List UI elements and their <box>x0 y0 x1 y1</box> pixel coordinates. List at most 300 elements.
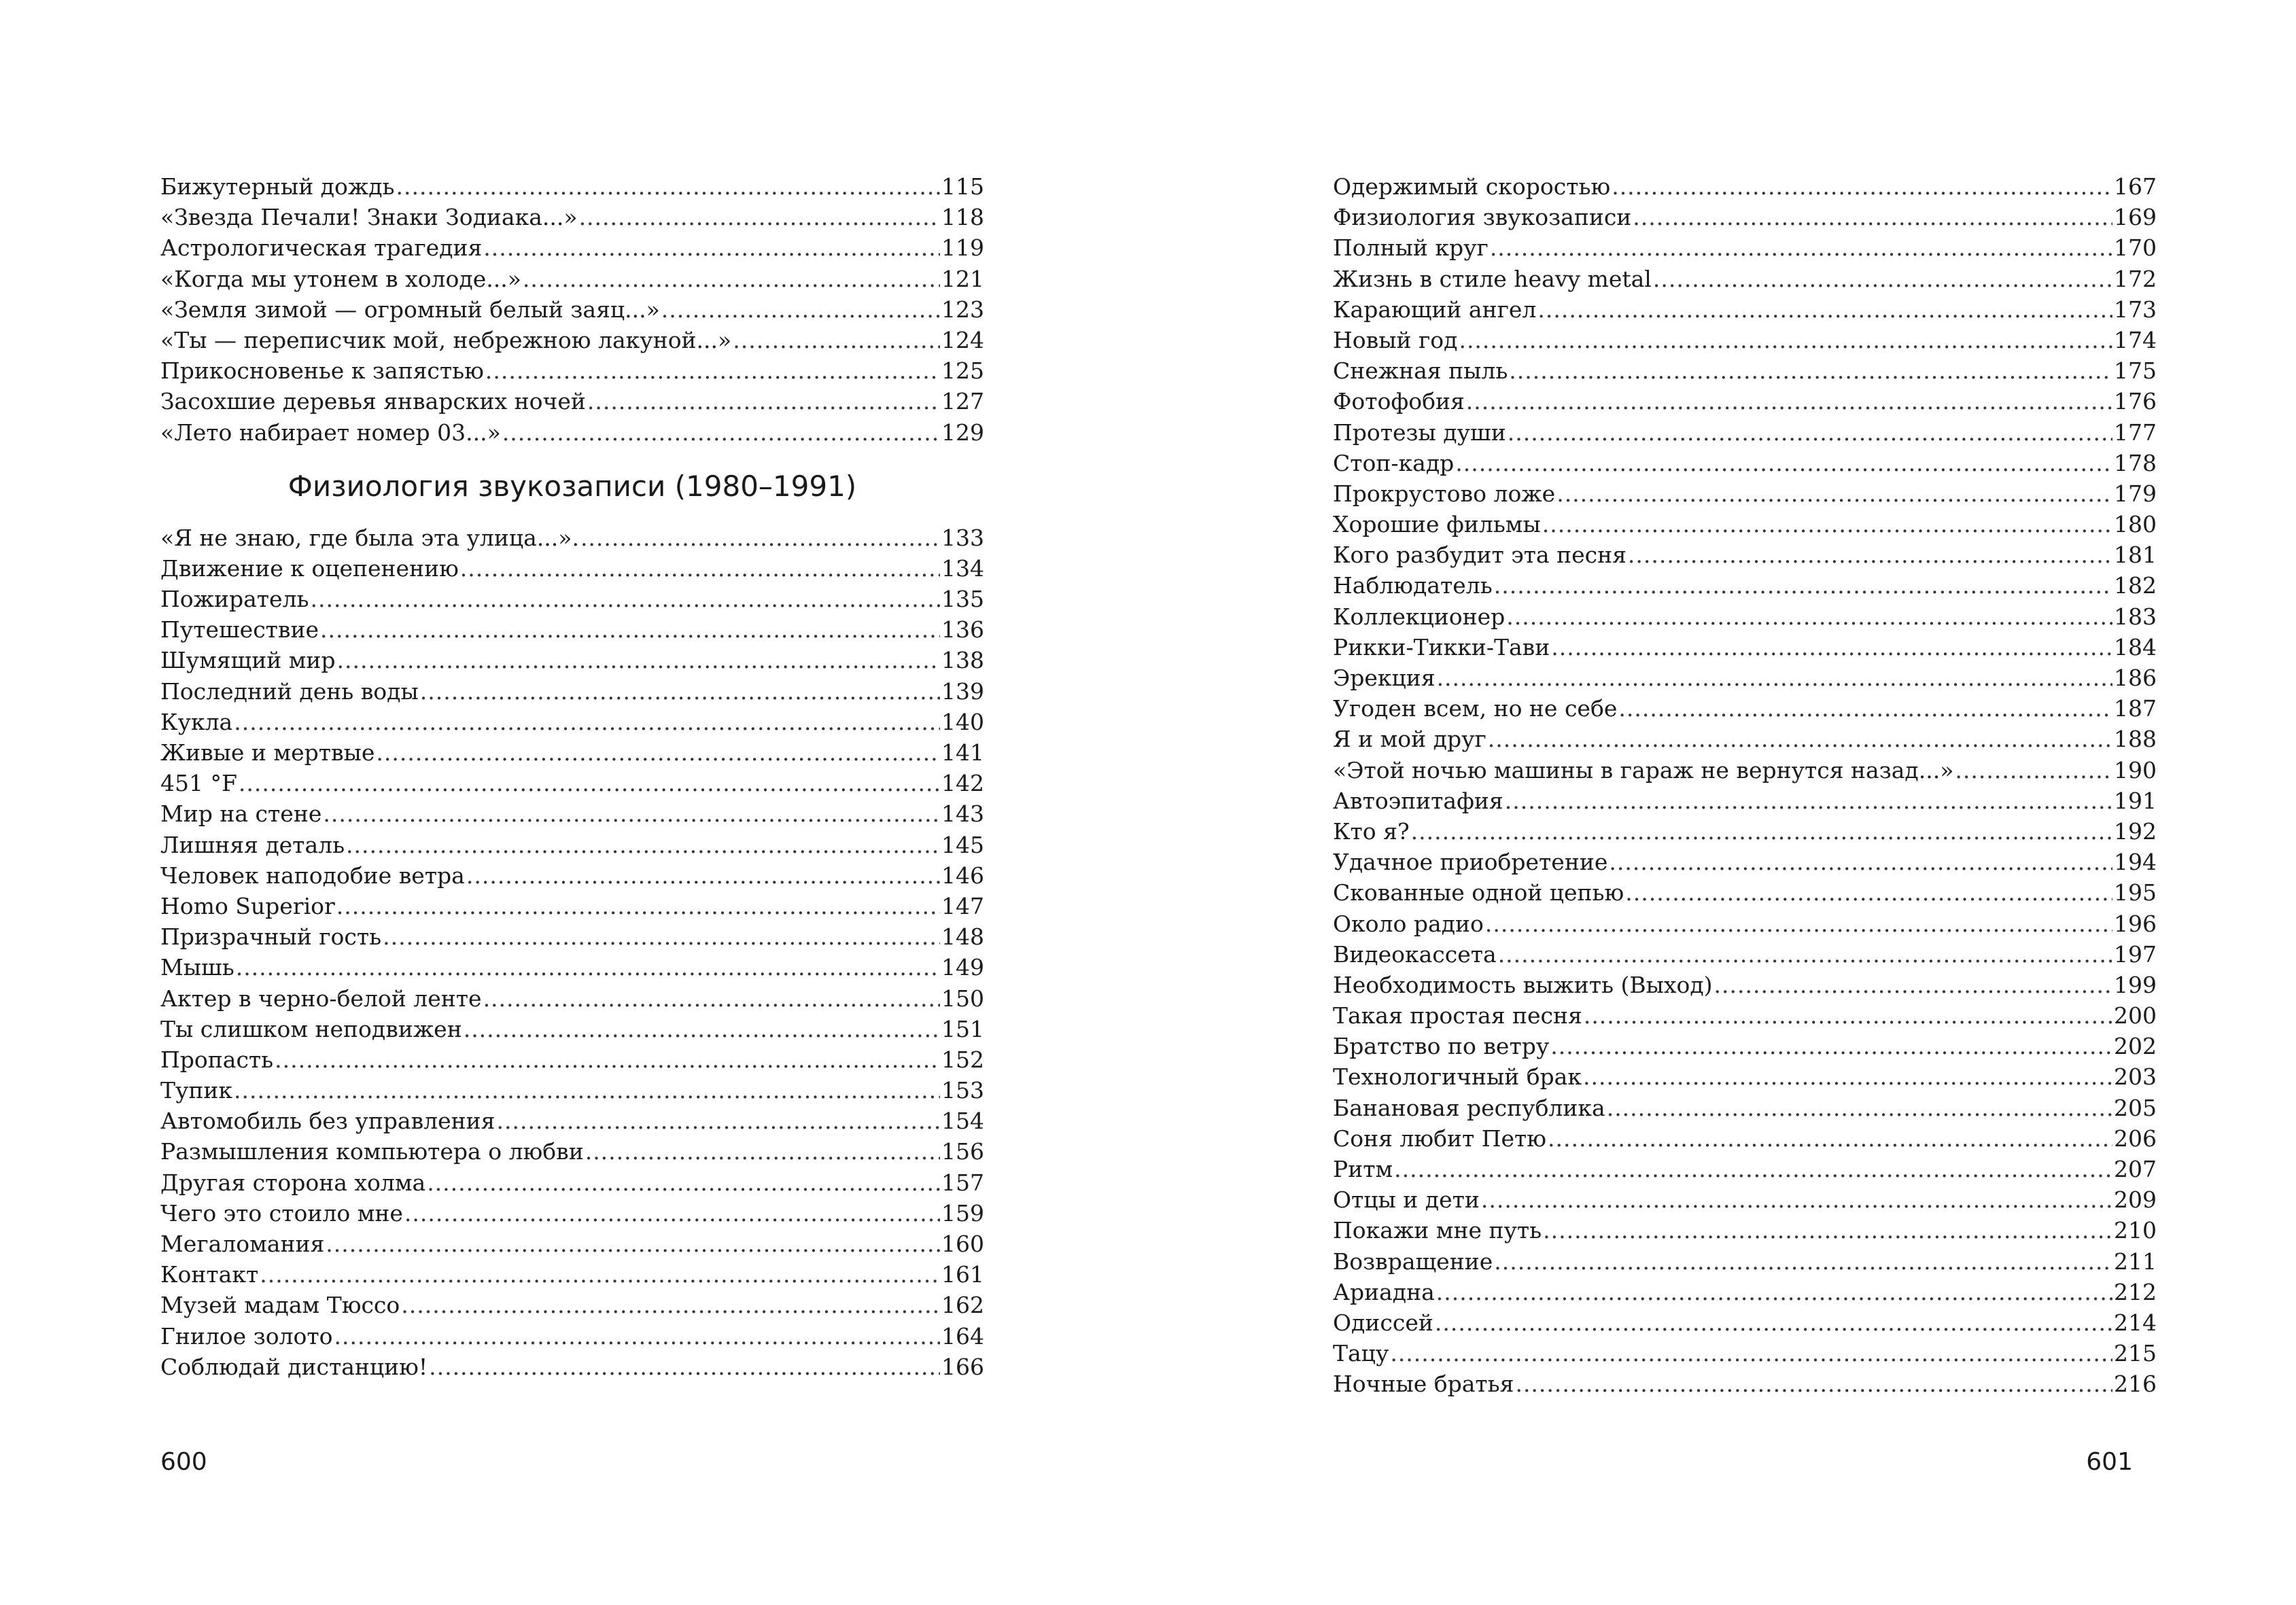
toc-entry-title: Размышления компьютера о любви <box>160 1138 584 1165</box>
toc-entry-page: 207 <box>2114 1156 2157 1182</box>
toc-entry <box>160 584 984 614</box>
toc-entry-page: 192 <box>2114 817 2157 845</box>
toc-entry-page: 212 <box>2114 1278 2157 1305</box>
toc-leader-dots <box>523 264 940 294</box>
toc-entry-title: Пропасть <box>160 1046 274 1073</box>
toc-entry-title: Тацу <box>1333 1340 1389 1367</box>
toc-entry-title: Угоден всем, но не себе <box>1333 695 1618 722</box>
toc-leader-dots <box>483 983 940 1014</box>
toc-list-top <box>160 171 984 448</box>
toc-entry <box>160 676 984 707</box>
toc-leader-dots <box>1436 1277 2112 1307</box>
toc-leader-dots <box>485 355 940 386</box>
toc-entry-title: Скованные одной цепью <box>1333 879 1624 906</box>
toc-entry-title: Бижутерный дождь <box>160 173 395 200</box>
toc-entry <box>160 202 984 232</box>
toc-entry-page: 211 <box>2114 1248 2157 1275</box>
toc-entry-title: Пожиратель <box>160 586 309 613</box>
toc-entry-page: 214 <box>2114 1309 2157 1336</box>
toc-entry <box>160 1259 984 1290</box>
toc-entry <box>160 830 984 860</box>
toc-entry <box>160 1044 984 1075</box>
toc-entry <box>160 1167 984 1198</box>
toc-entry-title: Кого разбудит эта песня <box>1333 542 1627 569</box>
toc-entry-page: 136 <box>941 616 984 643</box>
toc-entry-title: Другая сторона холма <box>160 1169 426 1196</box>
section-heading: Физиология звукозаписи (1980–1991) <box>288 469 857 503</box>
toc-entry <box>1333 171 2157 202</box>
toc-leader-dots <box>337 645 940 675</box>
toc-entry-page: 200 <box>2114 1002 2157 1029</box>
toc-leader-dots <box>275 1044 940 1075</box>
toc-leader-dots <box>497 1106 941 1136</box>
toc-entry-title: Одиссей <box>1333 1309 1433 1336</box>
toc-leader-dots <box>661 294 940 325</box>
toc-entry-title: Такая простая песня <box>1333 1002 1582 1029</box>
toc-leader-dots <box>1955 755 2112 786</box>
toc-leader-dots <box>733 325 940 355</box>
toc-leader-dots <box>1394 1154 2112 1184</box>
toc-list-bottom <box>160 523 984 1382</box>
toc-entry <box>1333 847 2157 877</box>
toc-entry-title: Видеокассета <box>1333 940 1497 968</box>
toc-entry-page: 153 <box>941 1077 984 1104</box>
toc-entry <box>160 417 984 448</box>
toc-entry-page: 121 <box>941 265 984 292</box>
toc-entry <box>1333 786 2157 816</box>
toc-entry <box>160 614 984 645</box>
toc-entry-page: 209 <box>2114 1186 2157 1214</box>
toc-entry-page: 175 <box>2114 357 2157 385</box>
toc-leader-dots <box>1612 171 2112 202</box>
toc-leader-dots <box>1481 1184 2112 1215</box>
toc-leader-dots <box>234 1075 940 1106</box>
toc-entry-page: 187 <box>2114 695 2157 722</box>
toc-entry-title: Засохшие деревья январских ночей <box>160 388 586 415</box>
toc-leader-dots <box>239 768 940 798</box>
toc-entry <box>160 171 984 202</box>
toc-leader-dots <box>1459 325 2112 355</box>
toc-entry <box>1333 1369 2157 1399</box>
toc-entry-page: 118 <box>941 204 984 231</box>
toc-entry-title: Необходимость выжить (Выход) <box>1333 971 1713 998</box>
toc-entry-title: Тупик <box>160 1077 233 1104</box>
toc-entry-title: Мир на стене <box>160 800 322 828</box>
toc-entry <box>160 1229 984 1259</box>
toc-leader-dots <box>427 1167 940 1198</box>
toc-entry <box>1333 693 2157 724</box>
toc-entry-title: Фотофобия <box>1333 388 1465 415</box>
toc-entry-page: 140 <box>941 708 984 735</box>
toc-entry-page: 183 <box>2114 603 2157 630</box>
toc-entry <box>1333 478 2157 509</box>
toc-entry-page: 145 <box>941 831 984 858</box>
toc-entry-page: 199 <box>2114 971 2157 998</box>
toc-entry-page: 186 <box>2114 665 2157 691</box>
toc-entry-page: 115 <box>941 173 984 200</box>
toc-entry-title: Астрологическая трагедия <box>160 234 483 262</box>
toc-leader-dots <box>401 1290 940 1320</box>
toc-entry-page: 181 <box>2114 542 2157 569</box>
toc-leader-dots <box>483 232 940 263</box>
toc-leader-dots <box>1508 417 2112 448</box>
toc-entry-title: Возвращение <box>1333 1248 1493 1275</box>
page-number-right: 601 <box>2086 1448 2133 1476</box>
toc-leader-dots <box>587 386 940 417</box>
toc-entry-title: Призрачный гость <box>160 923 382 951</box>
toc-leader-dots <box>311 584 940 614</box>
toc-entry-title: Покажи мне путь <box>1333 1217 1542 1244</box>
toc-entry-title: Актер в черно-белой ленте <box>160 985 482 1012</box>
toc-entry <box>160 860 984 891</box>
toc-entry <box>1333 202 2157 232</box>
toc-entry-title: Одержимый скоростью <box>1333 173 1611 200</box>
toc-entry-title: Банановая республика <box>1333 1094 1605 1121</box>
toc-leader-dots <box>1714 970 2112 1000</box>
toc-entry-title: Карающий ангел <box>1333 296 1537 323</box>
toc-entry <box>160 921 984 952</box>
toc-leader-dots <box>234 707 940 737</box>
toc-entry-title: Музей мадам Тюссо <box>160 1292 400 1319</box>
toc-leader-dots <box>323 798 940 829</box>
toc-entry-page: 210 <box>2114 1217 2157 1244</box>
toc-entry-page: 167 <box>2114 173 2157 200</box>
toc-leader-dots <box>1494 1246 2112 1277</box>
toc-leader-dots <box>1537 294 2112 325</box>
toc-entry-title: «Я не знаю, где была эта улица...». <box>160 524 579 551</box>
toc-entry <box>160 983 984 1014</box>
toc-entry-title: Человек наподобие ветра <box>160 862 465 889</box>
toc-entry <box>1333 1338 2157 1369</box>
toc-entry <box>160 1321 984 1352</box>
toc-entry <box>1333 877 2157 908</box>
toc-leader-dots <box>579 202 940 232</box>
toc-entry-title: Чего это стоило мне <box>160 1199 403 1227</box>
page-number-left: 600 <box>160 1448 207 1476</box>
toc-entry <box>1333 232 2157 263</box>
toc-entry <box>1333 1031 2157 1061</box>
toc-leader-dots <box>1494 570 2112 601</box>
toc-entry <box>160 264 984 294</box>
toc-entry-title: Последний день воды <box>160 677 419 705</box>
toc-entry-page: 202 <box>2114 1033 2157 1060</box>
toc-leader-dots <box>334 1321 940 1352</box>
toc-entry <box>160 737 984 768</box>
toc-entry-title: Ночные братья <box>1333 1371 1514 1398</box>
toc-leader-dots <box>336 891 940 921</box>
toc-entry-page: 205 <box>2114 1094 2157 1121</box>
toc-leader-dots <box>1411 816 2112 847</box>
toc-entry-title: Полный круг <box>1333 234 1489 262</box>
toc-entry <box>160 645 984 675</box>
toc-leader-dots <box>1506 601 2112 632</box>
toc-entry-page: 188 <box>2114 726 2157 753</box>
toc-entry-page: 138 <box>941 647 984 674</box>
toc-entry-page: 179 <box>2114 480 2157 507</box>
toc-entry-title: «Ты — переписчик мой, небрежною лакуной...» <box>160 326 732 353</box>
toc-entry <box>160 523 984 553</box>
toc-entry <box>1333 386 2157 417</box>
toc-entry-page: 125 <box>941 357 984 385</box>
toc-entry-title: Кукла <box>160 708 233 735</box>
toc-entry <box>1333 264 2157 294</box>
toc-entry-page: 159 <box>941 1199 984 1227</box>
toc-leader-dots <box>1548 1123 2112 1154</box>
toc-entry-title: Стоп-кадр <box>1333 449 1455 476</box>
toc-entry <box>160 952 984 983</box>
toc-leader-dots <box>1625 877 2112 908</box>
toc-leader-dots <box>1618 693 2112 724</box>
toc-entry-page: 177 <box>2114 419 2157 446</box>
toc-entry-page: 147 <box>941 892 984 919</box>
toc-entry <box>160 1075 984 1106</box>
toc-entry <box>160 553 984 584</box>
toc-entry <box>1333 1277 2157 1307</box>
toc-entry <box>1333 816 2157 847</box>
toc-leader-dots <box>1628 540 2112 570</box>
toc-leader-dots <box>1435 1307 2112 1338</box>
toc-entry-page: 139 <box>941 677 984 705</box>
toc-entry <box>160 1106 984 1136</box>
toc-entry <box>1333 540 2157 570</box>
toc-entry-page: 169 <box>2114 204 2157 231</box>
toc-leader-dots <box>260 1259 940 1290</box>
toc-entry <box>160 386 984 417</box>
toc-entry-title: Снежная пыль <box>1333 357 1508 385</box>
toc-leader-dots <box>1485 909 2112 939</box>
toc-entry-page: 133 <box>941 524 984 551</box>
toc-entry-title: Гнилое золото <box>160 1322 333 1350</box>
toc-entry-title: Технологичный брак <box>1333 1063 1582 1091</box>
toc-entry-title: Homo Superior <box>160 892 335 919</box>
toc-entry-title: Эрекция <box>1333 665 1436 691</box>
toc-entry <box>1333 417 2157 448</box>
toc-entry-title: Физиология звукозаписи <box>1333 204 1632 231</box>
toc-entry-page: 166 <box>941 1353 984 1380</box>
toc-entry-page: 152 <box>941 1046 984 1073</box>
toc-entry-title: Около радио <box>1333 910 1484 937</box>
toc-list-right <box>1333 171 2157 1400</box>
toc-entry-page: 162 <box>941 1292 984 1319</box>
toc-entry-page: 149 <box>941 954 984 981</box>
toc-entry <box>160 768 984 798</box>
toc-entry-page: 150 <box>941 985 984 1012</box>
toc-entry-page: 195 <box>2114 879 2157 906</box>
toc-entry-page: 143 <box>941 800 984 828</box>
toc-leader-dots <box>1505 786 2112 816</box>
toc-entry-page: 203 <box>2114 1063 2157 1091</box>
toc-leader-dots <box>1607 1093 2112 1123</box>
toc-entry-title: Кто я? <box>1333 817 1410 845</box>
toc-entry <box>1333 1000 2157 1031</box>
toc-entry <box>160 1136 984 1167</box>
toc-entry-title: Ариадна <box>1333 1278 1435 1305</box>
toc-entry-page: 142 <box>941 770 984 797</box>
toc-entry <box>1333 909 2157 939</box>
toc-entry <box>160 355 984 386</box>
toc-leader-dots <box>1490 232 2112 263</box>
toc-entry-page: 161 <box>941 1261 984 1288</box>
toc-entry-page: 151 <box>941 1015 984 1042</box>
toc-entry-page: 216 <box>2114 1371 2157 1398</box>
toc-entry <box>160 707 984 737</box>
toc-entry <box>160 1290 984 1320</box>
toc-entry-page: 178 <box>2114 449 2157 476</box>
toc-entry <box>160 891 984 921</box>
toc-entry <box>1333 724 2157 754</box>
toc-entry-title: Прикосновенье к запястью <box>160 357 484 385</box>
toc-leader-dots <box>420 676 940 707</box>
toc-entry-page: 194 <box>2114 849 2157 876</box>
toc-leader-dots <box>1466 386 2112 417</box>
toc-entry <box>1333 509 2157 540</box>
toc-entry-title: Мышь <box>160 954 234 981</box>
toc-entry-page: 129 <box>941 419 984 446</box>
toc-entry <box>1333 1246 2157 1277</box>
toc-leader-dots <box>1515 1369 2112 1399</box>
toc-entry-title: Шумящий мир <box>160 647 336 674</box>
toc-entry <box>1333 601 2157 632</box>
toc-entry-title: Ритм <box>1333 1156 1393 1182</box>
toc-entry-title: Живые и мертвые <box>160 739 375 766</box>
toc-entry-title: «Этой ночью машины в гараж не вернутся назад...» <box>1333 756 1954 783</box>
toc-entry-page: 176 <box>2114 388 2157 415</box>
toc-entry-page: 160 <box>941 1231 984 1257</box>
toc-entry-title: Мегаломания <box>160 1231 325 1257</box>
toc-leader-dots <box>1437 663 2112 693</box>
toc-leader-dots <box>1633 202 2112 232</box>
toc-entry <box>1333 1184 2157 1215</box>
toc-entry-page: 157 <box>941 1169 984 1196</box>
toc-entry-title: Путешествие <box>160 616 319 643</box>
toc-entry-page: 146 <box>941 862 984 889</box>
toc-entry-page: 154 <box>941 1108 984 1135</box>
toc-entry-page: 156 <box>941 1138 984 1165</box>
toc-entry-page: 174 <box>2114 326 2157 353</box>
toc-entry-title: «Лето набирает номер 03...» <box>160 419 501 446</box>
toc-entry-title: Братство по ветру <box>1333 1033 1550 1060</box>
toc-entry-page: 196 <box>2114 910 2157 937</box>
toc-entry-page: 134 <box>941 554 984 582</box>
toc-entry <box>160 798 984 829</box>
toc-entry <box>1333 1307 2157 1338</box>
toc-leader-dots <box>346 830 940 860</box>
toc-entry <box>1333 970 2157 1000</box>
toc-leader-dots <box>326 1229 940 1259</box>
toc-entry-title: Рикки-Тикки-Тави <box>1333 633 1550 660</box>
toc-entry-page: 170 <box>2114 234 2157 262</box>
toc-leader-dots <box>1488 724 2112 754</box>
toc-entry-page: 180 <box>2114 511 2157 538</box>
toc-leader-dots <box>1498 939 2112 970</box>
toc-entry-title: Я и мой друг <box>1333 726 1486 753</box>
toc-entry-title: «Земля зимой — огромный белый заяц...» <box>160 296 660 323</box>
toc-entry-title: 451 °F <box>160 770 237 797</box>
toc-entry-page: 127 <box>941 388 984 415</box>
toc-leader-dots <box>396 171 940 202</box>
toc-entry <box>160 294 984 325</box>
toc-entry-title: Контакт <box>160 1261 259 1288</box>
toc-entry-page: 135 <box>941 586 984 613</box>
toc-leader-dots <box>1583 1061 2112 1092</box>
toc-leader-dots <box>1542 509 2112 540</box>
toc-entry-page: 173 <box>2114 296 2157 323</box>
toc-leader-dots <box>1584 1000 2112 1031</box>
toc-entry-page: 215 <box>2114 1340 2157 1367</box>
toc-entry <box>1333 570 2157 601</box>
toc-leader-dots <box>404 1198 940 1229</box>
toc-entry <box>1333 755 2157 786</box>
toc-leader-dots <box>429 1352 940 1382</box>
toc-entry-page: 182 <box>2114 572 2157 599</box>
toc-entry <box>160 325 984 355</box>
toc-entry <box>160 1198 984 1229</box>
toc-leader-dots <box>1609 847 2112 877</box>
toc-entry-title: Ты слишком неподвижен <box>160 1015 462 1042</box>
toc-leader-dots <box>1390 1338 2112 1369</box>
toc-entry-page: 148 <box>941 923 984 951</box>
toc-entry <box>160 1352 984 1382</box>
toc-entry-title: «Когда мы утонем в холоде...» <box>160 265 521 292</box>
toc-entry <box>1333 939 2157 970</box>
toc-entry-title: Жизнь в стиле heavy metal <box>1333 265 1652 292</box>
toc-entry <box>1333 294 2157 325</box>
toc-entry-page: 172 <box>2114 265 2157 292</box>
toc-entry-title: Автоэпитафия <box>1333 787 1503 814</box>
toc-entry <box>1333 325 2157 355</box>
toc-entry-title: Прокрустово ложе <box>1333 480 1556 507</box>
toc-entry-title: Лишняя деталь <box>160 831 345 858</box>
toc-leader-dots <box>580 523 940 553</box>
toc-leader-dots <box>464 1014 940 1044</box>
toc-entry-page: 191 <box>2114 787 2157 814</box>
toc-entry <box>1333 1215 2157 1246</box>
toc-entry-title: Соблюдай дистанцию! <box>160 1353 428 1380</box>
toc-leader-dots <box>1653 264 2112 294</box>
toc-entry-page: 184 <box>2114 633 2157 660</box>
toc-entry-page: 123 <box>941 296 984 323</box>
toc-entry-title: Протезы души <box>1333 419 1506 446</box>
toc-entry-page: 141 <box>941 739 984 766</box>
toc-leader-dots <box>1509 355 2112 386</box>
toc-entry <box>1333 663 2157 693</box>
toc-entry-page: 119 <box>941 234 984 262</box>
toc-entry-title: Соня любит Петю <box>1333 1125 1547 1152</box>
toc-leader-dots <box>236 952 940 983</box>
toc-leader-dots <box>466 860 940 891</box>
toc-entry-title: Автомобиль без управления <box>160 1108 495 1135</box>
toc-entry <box>160 1014 984 1044</box>
toc-entry-title: Наблюдатель <box>1333 572 1493 599</box>
toc-entry-title: Новый год <box>1333 326 1458 353</box>
toc-entry <box>1333 355 2157 386</box>
toc-leader-dots <box>1550 1031 2112 1061</box>
toc-entry <box>1333 448 2157 478</box>
toc-right <box>1333 171 2157 1400</box>
toc-entry-page: 206 <box>2114 1125 2157 1152</box>
toc-leader-dots <box>502 417 940 448</box>
toc-leader-dots <box>585 1136 940 1167</box>
toc-entry-page: 124 <box>941 326 984 353</box>
toc-leader-dots <box>383 921 940 952</box>
toc-entry-title: Коллекционер <box>1333 603 1506 630</box>
toc-entry <box>1333 1154 2157 1184</box>
toc-leader-dots <box>1543 1215 2112 1246</box>
toc-entry <box>1333 1093 2157 1123</box>
toc-entry-title: Отцы и дети <box>1333 1186 1480 1214</box>
toc-entry-page: 164 <box>941 1322 984 1350</box>
toc-entry-title: «Звезда Печали! Знаки Зодиака...» <box>160 204 578 231</box>
